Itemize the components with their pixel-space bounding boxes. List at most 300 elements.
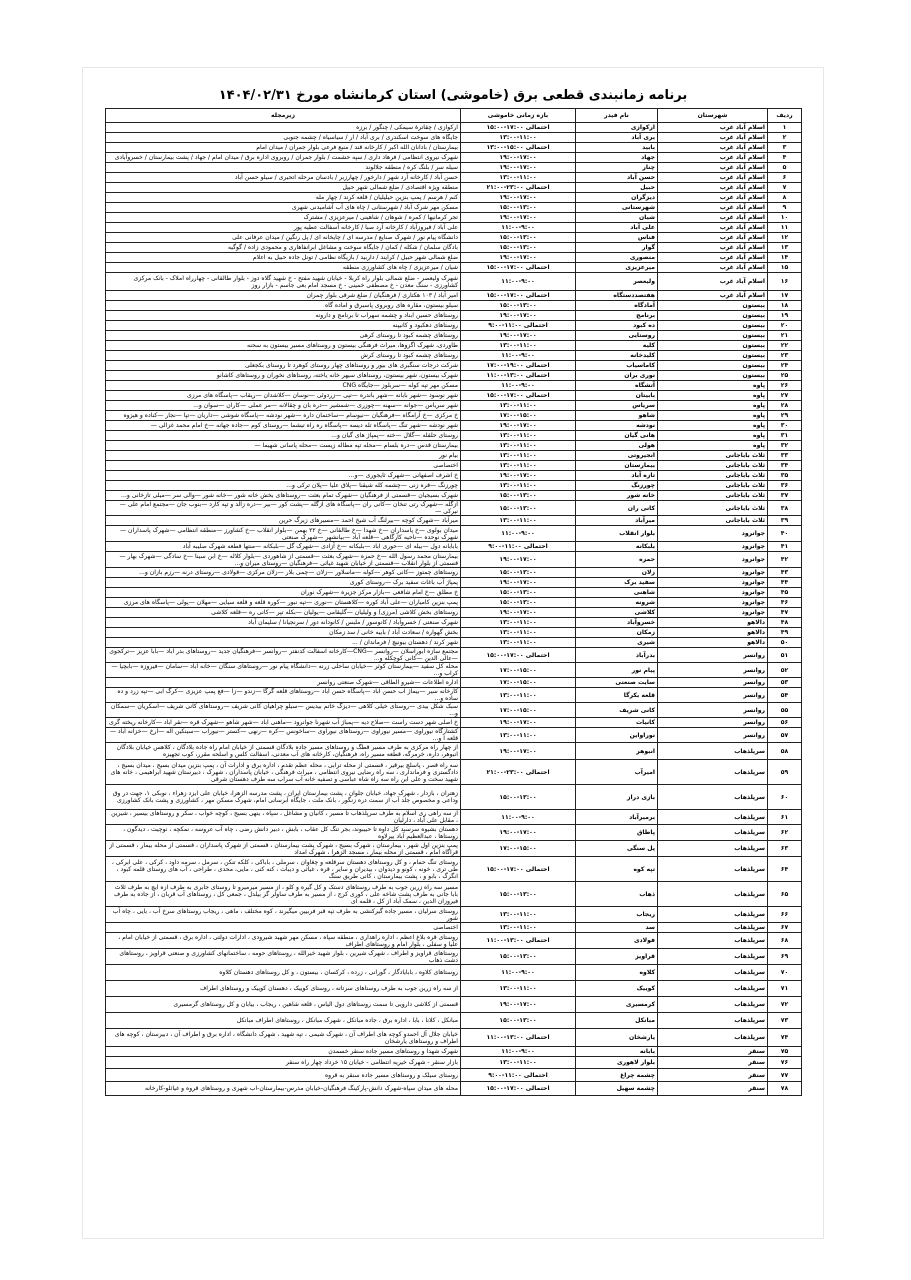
row-time-window: ۱۷:۰۰-۱۵:۰۰ (461, 841, 576, 857)
row-feeder: شرونه (576, 598, 658, 608)
row-area: خیابان جلال آل احمدو کوچه های اطراف آن ، شهرک شیمی ، تپه شهید ، شهرک دانشگاه ، اداره برق و اطراف آن ، دبیرستان ، کوچه های اطراف و روستاهای یارشخان (106, 1029, 461, 1047)
row-index: ۳۷ (768, 491, 802, 501)
row-index: ۵۳ (768, 678, 802, 688)
row-area: دانشگاه پیام نور / شهرک صنایع / مدرسه ای / چایخانه ای / پل رنگین / میدان عرفانی علی (106, 233, 461, 243)
row-city: اسلام آباد غرب (658, 263, 768, 273)
row-area: روستاهای بخش کلاشی (مرزی) و ولیلیان —گلیقامی —یولیان —بکله تپر —کانی ره —قلعه کلاشی (106, 608, 461, 618)
row-feeder: نوراواین (576, 728, 658, 743)
row-city: ثلاث باباجانی (658, 516, 768, 526)
row-time-window: احتمالی ۱۷:۰۰-۱۵:۰۰ (461, 857, 576, 882)
row-index: ۳۹ (768, 516, 802, 526)
row-time-window: ۱۹:۰۰-۱۷:۰۰ (461, 718, 576, 728)
table-row (106, 688, 802, 703)
row-city: روانسر (658, 688, 768, 703)
table-row (106, 431, 802, 441)
row-city: سرپلذهاب (658, 933, 768, 949)
row-time-window: ۱۵:۰۰-۱۳:۰۰ (461, 501, 576, 516)
table-row (106, 471, 802, 481)
table-row (106, 461, 802, 471)
row-time-window: احتمالی ۱۱:۰۰-۹:۰۰ (461, 321, 576, 331)
row-area: خ اشرف اصفهانی —شهرک ثایجوری —و... (106, 471, 461, 481)
row-time-window: ۱۹:۰۰-۱۷:۰۰ (461, 421, 576, 431)
row-feeder: آتشگاه (576, 381, 658, 391)
row-time-window: ۱۳:۰۰-۱۱:۰۰ (461, 451, 576, 461)
row-city: بیستون (658, 361, 768, 371)
row-area: از چهار راه مرکزی به طرف مسیر قطگ و روستاهای مسیر جاده بلادگان قسمتی از خیابان امام راه جاده بلادگان ، کلاهس خیابان بلادگان انبوهر، داره، خرمرگه، قطعه مسیر راه، فرهنگیان، کارخانه های آب معدنی، اسفالت کلس و اسلحه مقرر، کوب تجهیزه (106, 743, 461, 760)
row-index: ۷۳ (768, 1013, 802, 1029)
row-index: ۱۹ (768, 311, 802, 321)
row-time-window: ۱۵:۰۰-۱۳:۰۰ (461, 301, 576, 311)
column-header-city: شهرستان (658, 109, 768, 123)
table-row (106, 588, 802, 598)
row-feeder: حبیل (576, 183, 658, 193)
row-city: ثلاث باباجانی (658, 451, 768, 461)
row-city: جوانرود (658, 568, 768, 578)
table-row (106, 321, 802, 331)
row-feeder: ولیعصر (576, 273, 658, 291)
row-area: شهر کرند / دهستان بیونیچ / فرماندان / ... (106, 638, 461, 648)
row-time-window: احتمالی ۲۳:۰۰-۲۱:۰۰ (461, 183, 576, 193)
row-area: روستاهای دهکبود و کانیپنه (106, 321, 461, 331)
table-row (106, 516, 802, 526)
row-city: اسلام آباد غرب (658, 233, 768, 243)
row-index: ۴۷ (768, 608, 802, 618)
table-row (106, 153, 802, 163)
row-city: ثلاث باباجانی (658, 471, 768, 481)
row-index: ۶۷ (768, 923, 802, 933)
row-index: ۶۴ (768, 857, 802, 882)
row-city: ثلاث باباجانی (658, 501, 768, 516)
table-row (106, 243, 802, 253)
row-city: پاوه (658, 411, 768, 421)
row-area: بیام نور (106, 451, 461, 461)
row-time-window: ۱۱:۰۰-۹:۰۰ (461, 273, 576, 291)
row-city: جوانرود (658, 552, 768, 568)
row-city: ثلاث باباجانی (658, 461, 768, 471)
row-index: ۵۴ (768, 688, 802, 703)
table-row (106, 301, 802, 311)
row-feeder: قراویز (576, 949, 658, 965)
table-row (106, 341, 802, 351)
row-feeder: کرمسیری (576, 997, 658, 1013)
table-row (106, 785, 802, 810)
row-area: ازگله —شهرک رتی تنخان —کانی ران —پاسگاه های ازگله —پشت کور —بیر —دره زالد و تپه کارد —بنوب جان —مجتمع امام علی —نیرکی — (106, 501, 461, 516)
row-index: ۳۸ (768, 501, 802, 516)
row-feeder: کلیه (576, 341, 658, 351)
row-time-window: ۱۳:۰۰-۱۱:۰۰ (461, 728, 576, 743)
row-time-window: احتمالی ۱۳:۰۰-۱۱:۰۰ (461, 933, 576, 949)
row-time-window: ۱۳:۰۰-۱۱:۰۰ (461, 341, 576, 351)
row-index: ۲۳ (768, 351, 802, 361)
row-city: بیستون (658, 301, 768, 311)
row-time-window: ۱۷:۰۰-۱۵:۰۰ (461, 663, 576, 678)
table-row (106, 1069, 802, 1082)
table-row (106, 361, 802, 371)
row-area: روستاهای چمتوز —کانی کوهر —کوله —ماسلاور —زلان —چمی بلار —زلان مرکزی —قولادی —روستای درنه —رزم بازان و... (106, 568, 461, 578)
table-row (106, 143, 802, 153)
row-index: ۲۲ (768, 341, 802, 351)
row-index: ۶۶ (768, 907, 802, 923)
row-time-window: ۱۱:۰۰-۹:۰۰ (461, 965, 576, 981)
row-city: سنقر (658, 1069, 768, 1082)
row-feeder: میرآباد (576, 516, 658, 526)
row-time-window: ۱۵:۰۰-۱۳:۰۰ (461, 949, 576, 965)
row-area: علی آباد / فیروزآباد / کارخانه آرد صبا / کارخانه آسفالت عطیه پور (106, 223, 461, 233)
table-row (106, 291, 802, 301)
row-time-window: ۱۹:۰۰-۱۷:۰۰ (461, 153, 576, 163)
row-time-window: ۱۳:۰۰-۱۱:۰۰ (461, 688, 576, 703)
row-city: روانسر (658, 678, 768, 688)
table-row (106, 351, 802, 361)
table-row (106, 981, 802, 997)
row-index: ۱۱ (768, 223, 802, 233)
row-city: اسلام آباد غرب (658, 243, 768, 253)
row-index: ۵۵ (768, 703, 802, 718)
row-area: از سه راه زرین جوب به طرف روستاهای سرتاته ، روستای کوییک ، دهستان کوییک و روستاهای اطراف (106, 981, 461, 997)
row-index: ۵۹ (768, 760, 802, 785)
row-city: اسلام آباد غرب (658, 193, 768, 203)
table-row (106, 263, 802, 273)
row-time-window: ۱۹:۰۰-۱۷:۰۰ (461, 163, 576, 173)
row-city: اسلام آباد غرب (658, 153, 768, 163)
row-feeder: ارکوازی (576, 123, 658, 133)
row-area: کشتارگاه نیوراوی —مسیر نیوراوی —روستاهای نیوراوی —ساخونس —کره —رنهی —کستر —نیوراب —سینکین اله —آرخ —خزانه اباد —قلعه ا و... (106, 728, 461, 743)
row-index: ۵۰ (768, 638, 802, 648)
row-area: مجتمع سازه ابوراسلان —روانسر —CNG—کارخانه آسفالت کدنفتر —روانسر —فرهنگیان جدید —روستاهای بدر اباد —بابا عزیز —ترکجوی —عالی الدین —کانی کوچکله و... (106, 648, 461, 663)
row-city: سرپلذهاب (658, 841, 768, 857)
table-row (106, 273, 802, 291)
row-area: جایگاه های سوخت اسکندری / بری آباد / ار / سیاسیاه / چشمه جنوبی (106, 133, 461, 143)
row-index: ۱۵ (768, 263, 802, 273)
table-row (106, 223, 802, 233)
row-time-window: ۱۳:۰۰-۱۱:۰۰ (461, 907, 576, 923)
row-index: ۱۳ (768, 243, 802, 253)
document-sheet (83, 68, 823, 1238)
table-row (106, 728, 802, 743)
row-feeder: انبوهر (576, 743, 658, 760)
row-index: ۷۰ (768, 965, 802, 981)
row-index: ۵۶ (768, 718, 802, 728)
row-area: اختصاصی (106, 923, 461, 933)
table-row (106, 1013, 802, 1029)
row-index: ۳۶ (768, 481, 802, 491)
row-city: سرپلذهاب (658, 857, 768, 882)
row-area: شهرک صنعتی / خسروآباد / کانوسور / ملبس / کانودانه دور / سرنجیانا / سلیمان آباد (106, 618, 461, 628)
row-feeder: شاهو (576, 411, 658, 421)
row-time-window: ۱۵:۰۰-۱۳:۰۰ (461, 588, 576, 598)
table-row (106, 628, 802, 638)
row-feeder: چورزنگ (576, 481, 658, 491)
table-row (106, 810, 802, 825)
row-feeder: چشمه چراغ (576, 1069, 658, 1082)
row-feeder: بلبکانه (576, 542, 658, 552)
row-time-window: ۱۱:۰۰-۹:۰۰ (461, 351, 576, 361)
row-feeder: میرعزیزی (576, 263, 658, 273)
row-index: ۱۶ (768, 273, 802, 291)
outage-schedule-table (105, 108, 802, 1096)
row-area: زهتران ، بازدار ، شهرک جهاد، خیابان جلوان ، پشت بیمارستان ایران ، پشت مدرسه الزهرا، خیابان علی ایزد زهراء ، نوبکی ۱، جهت در وق وداعی و مخصوص جلد آب از سمت دره زنگور ، بانک ملت ، جایگاه آبرسانی امام، شهرک مسکن مهر ، کشاورزی و پشت بانک کشاورزی (106, 785, 461, 810)
row-area: چورزنگ —قره زنی —چشمه کله شیقنا —پلاق علیا —پلان ترکی و... (106, 481, 461, 491)
row-area: شیان / میرعزیزی / چاه های کشاورزی منطقه (106, 263, 461, 273)
row-feeder: کانی شریف (576, 703, 658, 718)
table-row (106, 193, 802, 203)
row-index: ۷۵ (768, 1047, 802, 1057)
row-city: ثلاث باباجانی (658, 481, 768, 491)
row-time-window: ۱۷:۰۰-۱۵:۰۰ (461, 703, 576, 718)
row-time-window: ۱۱:۰۰-۹:۰۰ (461, 381, 576, 391)
row-feeder: بابانه (576, 1047, 658, 1057)
row-area: منطقه ویژه اقتصادی / ضلع شمالی شهر حبیل (106, 183, 461, 193)
table-row (106, 857, 802, 882)
row-index: ۳۲ (768, 441, 802, 451)
row-city: روانسر (658, 648, 768, 663)
row-time-window: ۱۳:۰۰-۱۱:۰۰ (461, 638, 576, 648)
row-index: ۳۳ (768, 451, 802, 461)
row-index: ۹ (768, 203, 802, 213)
table-row (106, 618, 802, 628)
row-feeder: کوییک (576, 981, 658, 997)
row-time-window: ۱۹:۰۰-۱۷:۰۰ (461, 311, 576, 321)
row-area: خ مطلق —خ امام شافعی —بازار مرکز جزیره —شهرک نوران (106, 588, 461, 598)
row-index: ۶۵ (768, 882, 802, 907)
row-time-window: ۱۱:۰۰-۹:۰۰ (461, 526, 576, 542)
table-row (106, 568, 802, 578)
row-feeder: هولی (576, 441, 658, 451)
row-feeder: سد (576, 923, 658, 933)
table-row (106, 173, 802, 183)
row-feeder: حمزه (576, 552, 658, 568)
row-feeder: کاماسیاب (576, 361, 658, 371)
row-feeder: زلان (576, 568, 658, 578)
row-feeder: قلعه بکرگا (576, 688, 658, 703)
table-row (106, 965, 802, 981)
table-row (106, 1047, 802, 1057)
table-row (106, 663, 802, 678)
row-feeder: امیرآب (576, 760, 658, 785)
row-area: پمپاژ آب باغات سفید برک —روستای کوری (106, 578, 461, 588)
table-row (106, 411, 802, 421)
row-city: اسلام آباد غرب (658, 291, 768, 301)
row-feeder: خسروآباد (576, 618, 658, 628)
row-index: ۲۰ (768, 321, 802, 331)
row-index: ۳۵ (768, 471, 802, 481)
table-row (106, 703, 802, 718)
row-area: ضلع شمالی شهر حبیل / کرایند / داربید / بازیگاه نظامی / تونل جاده حبیل به اعلام (106, 253, 461, 263)
row-time-window: ۱۷:۰۰-۱۵:۰۰ (461, 411, 576, 421)
row-feeder: انجیروتی (576, 451, 658, 461)
row-feeder: مبانکل (576, 1013, 658, 1029)
row-time-window: ۱۹:۰۰-۱۷:۰۰ (461, 193, 576, 203)
row-index: ۶۱ (768, 810, 802, 825)
row-index: ۲۸ (768, 401, 802, 411)
row-feeder: چشمه سهیل (576, 1082, 658, 1096)
row-feeder: بلوار لاهوری (576, 1057, 658, 1069)
row-index: ۴۴ (768, 578, 802, 588)
row-area: روستای قره بلاغ اعظم ، اداره راهداری ، منطقه سپاه ، مسکن مهر شهید شیرودی ، ادارات دولتی ، اداره برق ، قسمتی از خیابان امام ، علیا و سفلی ، بلوار امام و روستاهای اطراف (106, 933, 461, 949)
row-feeder: ذهاب (576, 882, 658, 907)
row-area: سیله سر / بلنگ کره / منطقه جلالوند (106, 163, 461, 173)
row-index: ۸ (768, 193, 802, 203)
row-index: ۴۳ (768, 568, 802, 578)
row-index: ۳۱ (768, 431, 802, 441)
row-time-window: ۱۵:۰۰-۱۳:۰۰ (461, 243, 576, 253)
row-city: سرپلذهاب (658, 785, 768, 810)
table-body (106, 123, 802, 1096)
row-area: امیر آباد / ۱۰۳ هکتاری / فرهنگیان / ضلع شرقی بلوار چمران (106, 291, 461, 301)
row-feeder: نودشه (576, 421, 658, 431)
row-area: پمپ بنزین کامیاران —علی آباد کوره —کلاهستان —نوری —تپه نبور —کوره قلعه و قلعه سیایی —مهلان —پولی —پاسگاه های مرزی (106, 598, 461, 608)
row-feeder: خانه شور (576, 491, 658, 501)
row-feeder: کلیدخانه (576, 351, 658, 361)
row-city: سرپلذهاب (658, 949, 768, 965)
row-index: ۶ (768, 173, 802, 183)
table-row (106, 133, 802, 143)
row-feeder: چنار (576, 163, 658, 173)
row-index: ۴۸ (768, 618, 802, 628)
row-area: سیلو بیستون، مقاره های روبروی پاسبرق و اماده گاه (106, 301, 461, 311)
row-feeder: منصوری (576, 253, 658, 263)
row-area: بادگان سلمان / شکله / کمان / جایگاه سوخت و مشاغل ابرانفاهاری و محمودی زاده / گوگیه (106, 243, 461, 253)
table-row (106, 401, 802, 411)
row-feeder: فناس (576, 233, 658, 243)
row-feeder: بابید (576, 143, 658, 153)
table-row (106, 391, 802, 401)
row-feeder: علی آباد (576, 223, 658, 233)
row-time-window: احتمالی ۱۹:۰۰-۱۷:۰۰ (461, 361, 576, 371)
row-index: ۲۱ (768, 331, 802, 341)
row-index: ۵ (768, 163, 802, 173)
row-time-window: احتمالی ۱۷:۰۰-۱۵:۰۰ (461, 263, 576, 273)
table-row (106, 371, 802, 381)
row-city: بیستون (658, 331, 768, 341)
row-time-window: ۱۹:۰۰-۱۷:۰۰ (461, 997, 576, 1013)
row-city: اسلام آباد غرب (658, 273, 768, 291)
row-time-window: احتمالی ۱۱:۰۰-۹:۰۰ (461, 1069, 576, 1082)
table-row (106, 421, 802, 431)
row-time-window: ۱۵:۰۰-۱۳:۰۰ (461, 203, 576, 213)
row-area: روستای حلقله —گلال —خته —پمپاژ های گیان و... (106, 431, 461, 441)
row-city: سرپلذهاب (658, 923, 768, 933)
row-city: بیستون (658, 311, 768, 321)
table-row (106, 203, 802, 213)
row-index: ۴۱ (768, 542, 802, 552)
row-area: سه راه قصر ، پاسلچ بیرقیر ، قسمتی از محله ترابی ، محله عظم تقدم ، اداره برق و ادارات آن ، پمپ بنزین میدان بسیج ، میدان بسیج ، دادگستری و فرمانداری ، سه راه رضایی نیروی انتظامی ، میراث فرهنگی ، خیابان پاسداران ، شهرک ، دبیرستان شهید ابراهیمی ، خانه های شهید سخت و علی ابن راه سه راه شاه عباسی و تصفیه خانه آب سراب سه طرف دهستان شرقی (106, 760, 461, 785)
row-time-window: ۱۱:۰۰-۹:۰۰ (461, 223, 576, 233)
row-city: سرپلذهاب (658, 965, 768, 981)
row-feeder: یارشخان (576, 1029, 658, 1047)
row-feeder: بری آباد (576, 133, 658, 143)
table-row (106, 578, 802, 588)
row-time-window: ۱۹:۰۰-۱۷:۰۰ (461, 331, 576, 341)
row-city: جوانرود (658, 588, 768, 598)
row-city: سرپلذهاب (658, 825, 768, 841)
row-time-window: ۱۳:۰۰-۱۱:۰۰ (461, 133, 576, 143)
row-time-window: ۱۳:۰۰-۱۱:۰۰ (461, 618, 576, 628)
row-area: محله کل سفید —بیمارستان کوثر —خیابان ساحلی زرنه —دانشگاه پیام نور —روستاهای سنگان —خانه اباد —سامان —فیروزه —بابچیا —کراب و... (106, 663, 461, 678)
row-area: خ اصلی شهر دست راست —صلاح دیه —پمباژ آب شهرنا جوانرود —ماهنی اباد —شهر شاهو —شهرک قره —نقر اباد —کارخانه ریخته گری (106, 718, 461, 728)
table-row (106, 718, 802, 728)
row-index: ۱۷ (768, 291, 802, 301)
row-city: سرپلذهاب (658, 997, 768, 1013)
row-city: سنقر (658, 1057, 768, 1069)
row-time-window: ۱۵:۰۰-۱۳:۰۰ (461, 491, 576, 501)
row-feeder: شیان (576, 213, 658, 223)
row-time-window: ۱۵:۰۰-۱۳:۰۰ (461, 598, 576, 608)
row-city: سنقر (658, 1082, 768, 1096)
table-row (106, 213, 802, 223)
row-feeder: شاهنی (576, 588, 658, 598)
row-time-window: ۱۳:۰۰-۱۱:۰۰ (461, 628, 576, 638)
row-index: ۱۴ (768, 253, 802, 263)
row-area: بازار سنقر - شهرک خیریه انتظامی - خیابان ۱۵ خرداد چهار راه سنقر (106, 1057, 461, 1069)
table-row (106, 882, 802, 907)
row-time-window: ۱۹:۰۰-۱۷:۰۰ (461, 213, 576, 223)
row-city: سنقر (658, 1047, 768, 1057)
table-row (106, 163, 802, 173)
row-index: ۴۶ (768, 598, 802, 608)
row-area: محله های میدان سپاه-شهرک دانش-پارکینگ فرهنگیان-خیابان مدرس-بیمارستان-اب شهری و روستاهای قروه و غیاثلو-کارخانه (106, 1082, 461, 1096)
row-index: ۴۵ (768, 588, 802, 598)
row-area: دهستان بشیوه سرسبد کل داوه تا حبیبوند، بجر تنگ کل عقاب ، بابش ، دبیر دانش رضی ، چاه آب عروسه ، نمکچه ، نوچیت ، دیدگون ، روستاها ، عبدالعظیم آباد بیرلاوه (106, 825, 461, 841)
row-area: پمپ بنزین اول شهر ، بیمارستان ، شهرک بسیج ، شهرک پشت بیمارستان ، قسمتی از شهرک پاسداران ، قسمتی از محله بیمار ، قسمتی از قراگاه امام ، قسمتی از محله بیمار ، مسجد الزهرا ، شهرک امداد (106, 841, 461, 857)
row-area: روستاهای حسین ابناد و چشمه سهراب تا برنامج و دارونه (106, 311, 461, 321)
row-city: سرپلذهاب (658, 760, 768, 785)
row-city: سرپلذهاب (658, 907, 768, 923)
row-time-window: ۱۳:۰۰-۱۱:۰۰ (461, 981, 576, 997)
row-index: ۶۲ (768, 825, 802, 841)
row-index: ۴۹ (768, 628, 802, 638)
row-time-window: احتمالی ۲۳:۰۰-۲۱:۰۰ (461, 760, 576, 785)
table-row (106, 678, 802, 688)
row-area: روستاهای چشمه کبود تا روستای کرش (106, 351, 461, 361)
row-feeder: پل سنگی (576, 841, 658, 857)
row-feeder: ده کبود (576, 321, 658, 331)
table-row (106, 253, 802, 263)
row-time-window: ۱۹:۰۰-۱۷:۰۰ (461, 825, 576, 841)
row-city: بیستون (658, 351, 768, 361)
row-area: حسن آباد / کارخانه آرد شهر / دارخور / چهارزبر / بادسان مرحله اتحیری / سیلو حسن آباد (106, 173, 461, 183)
row-index: ۱۲ (768, 233, 802, 243)
row-city: دالاهو (658, 628, 768, 638)
table-row (106, 451, 802, 461)
column-header-time: بازه زمانی خاموشی (461, 109, 576, 123)
row-index: ۶۹ (768, 949, 802, 965)
column-header-area: زیرمجله (106, 109, 461, 123)
row-time-window: ۱۳:۰۰-۱۱:۰۰ (461, 431, 576, 441)
table-row (106, 501, 802, 516)
row-feeder: بابیتان (576, 391, 658, 401)
row-feeder: کانی ران (576, 501, 658, 516)
row-feeder: سایت صنعتی (576, 678, 658, 688)
row-area: شهرک بیستون، شهر بیستون، روستاهای سیهر خانه یاخته، روستاهای نخوران و روستاهای کاشانو (106, 371, 461, 381)
row-city: پاوه (658, 441, 768, 451)
row-feeder: شهرستانی (576, 203, 658, 213)
row-time-window: ۱۳:۰۰-۱۱:۰۰ (461, 481, 576, 491)
table-row (106, 233, 802, 243)
row-time-window: ۱۳:۰۰-۱۱:۰۰ (461, 461, 576, 471)
row-feeder: پیام نور (576, 663, 658, 678)
table-row (106, 638, 802, 648)
row-area: بابابانه دول —بیله ای —حوری اباد —بلبکانه —خ آزادی —شهرک گل —بلبکانه —منتها قطعه شهرک صلیبه آباد (106, 542, 461, 552)
row-time-window: ۱۳:۰۰-۱۱:۰۰ (461, 401, 576, 411)
row-area: بیمارستان / بادانان الله اکبر / کارخانه قند / منبع فرعی بلوار جمران / میدان امام (106, 143, 461, 153)
column-header-feeder: نام فیدر (576, 109, 658, 123)
row-city: اسلام آباد غرب (658, 253, 768, 263)
row-index: ۱۸ (768, 301, 802, 311)
row-time-window: احتمالی ۱۱:۰۰-۹:۰۰ (461, 542, 576, 552)
row-area: قسمتی از کلاشی دارویی تا سمت روستاهای دول الیاس ، قلعه شاهین ، ریجاب ، بیابان و کل روستاهای گرمسیری (106, 997, 461, 1013)
row-area: خ مرکزی —خ آرامگاه —فرهنگیان —نیوسام —ساختمان داره —شهر نودشه —پاسگاه شوشی —داریان —تپا —نجار —کناده و هیزوه (106, 411, 461, 421)
